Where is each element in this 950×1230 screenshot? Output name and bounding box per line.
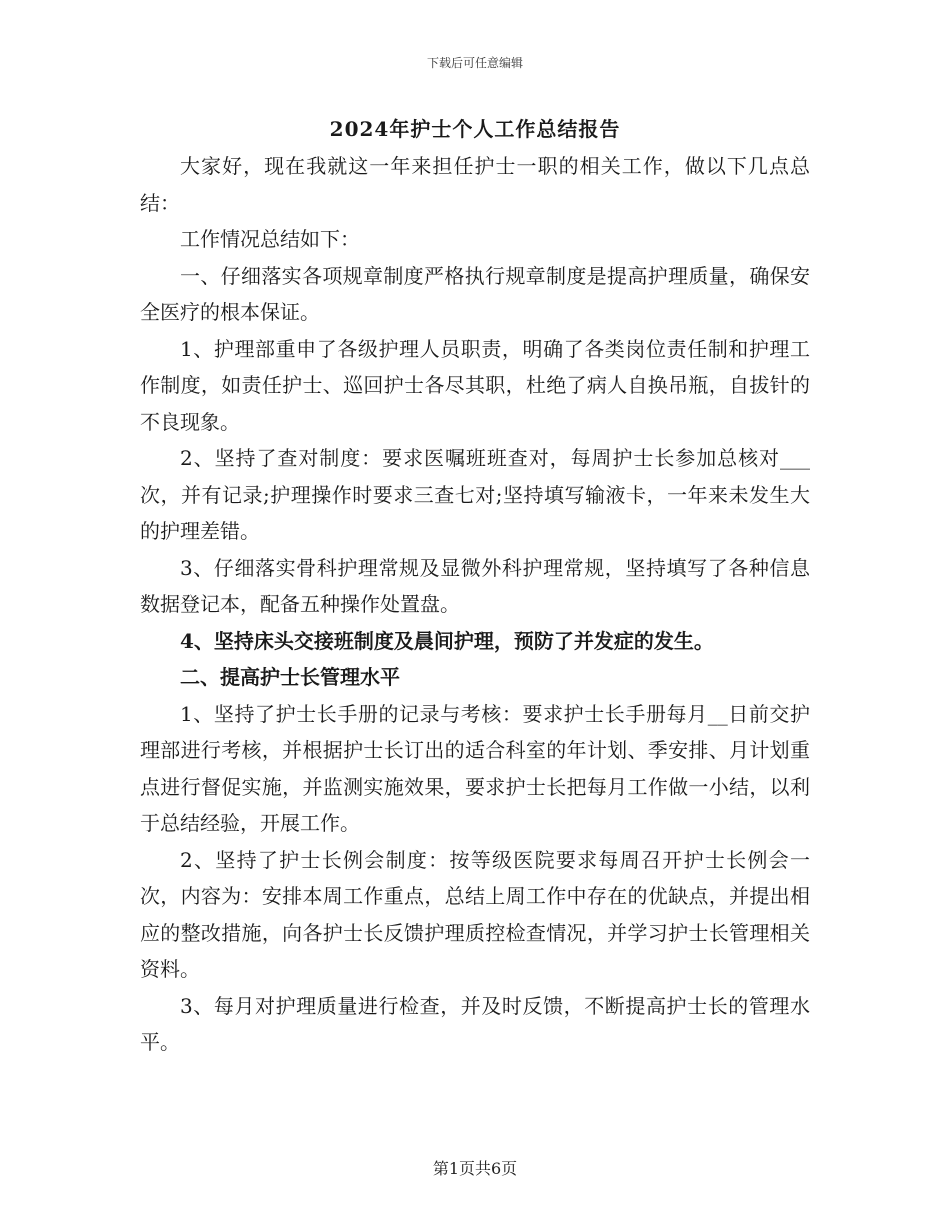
section-heading: 二、提高护士长管理水平 [180,665,400,689]
page-header-note: 下载后可任意编辑 [426,56,523,70]
paragraph: 2、坚持了查对制度：要求医嘱班班查对，每周护士长参加总核对___次，并有记录;护理操作时要求三查七对;坚持填写输液卡，一年来未发生大的护理差错。 [140,446,810,543]
paragraph: 大家好，现在我就这一年来担任护士一职的相关工作，做以下几点总结： [140,154,810,215]
paragraph: 1、坚持了护士长手册的记录与考核：要求护士长手册每月__日前交护理部进行考核，并根据护士长订出的适合科室的年计划、季安排、月计划重点进行督促实施，并监测实施效果，要求护士长把每月工作做一小结，以利于总结经验，开展工作。 [140,701,810,835]
paragraph: 工作情况总结如下： [180,227,360,251]
section-heading-paragraph: 一、仔细落实各项规章制度严格执行规章制度是提高护理质量，确保安全医疗的根本保证。 [140,263,810,324]
paragraph: 3、仔细落实骨科护理常规及显微外科护理常规，坚持填写了各种信息数据登记本，配备五种操作处置盘。 [140,555,810,616]
paragraph: 3、每月对护理质量进行检查，并及时反馈，不断提高护士长的管理水平。 [140,993,810,1054]
paragraph: 2、坚持了护士长例会制度：按等级医院要求每周召开护士长例会一次，内容为：安排本周工作重点，总结上周工作中存在的优缺点，并提出相应的整改措施，向各护士长反馈护理质控检查情况，并学习护士长管理相关资料。 [140,847,810,981]
document-title: 2024年护士个人工作总结报告 [329,117,621,141]
document-body [140,148,810,1061]
bold-paragraph: 4、坚持床头交接班制度及晨间护理，预防了并发症的发生。 [180,628,714,653]
paragraph: 1、护理部重申了各级护理人员职责，明确了各类岗位责任制和护理工作制度，如责任护士、巡回护士各尽其职，杜绝了病人自换吊瓶，自拔针的不良现象。 [140,336,810,434]
page-number: 第1页共6页 [432,1159,518,1178]
